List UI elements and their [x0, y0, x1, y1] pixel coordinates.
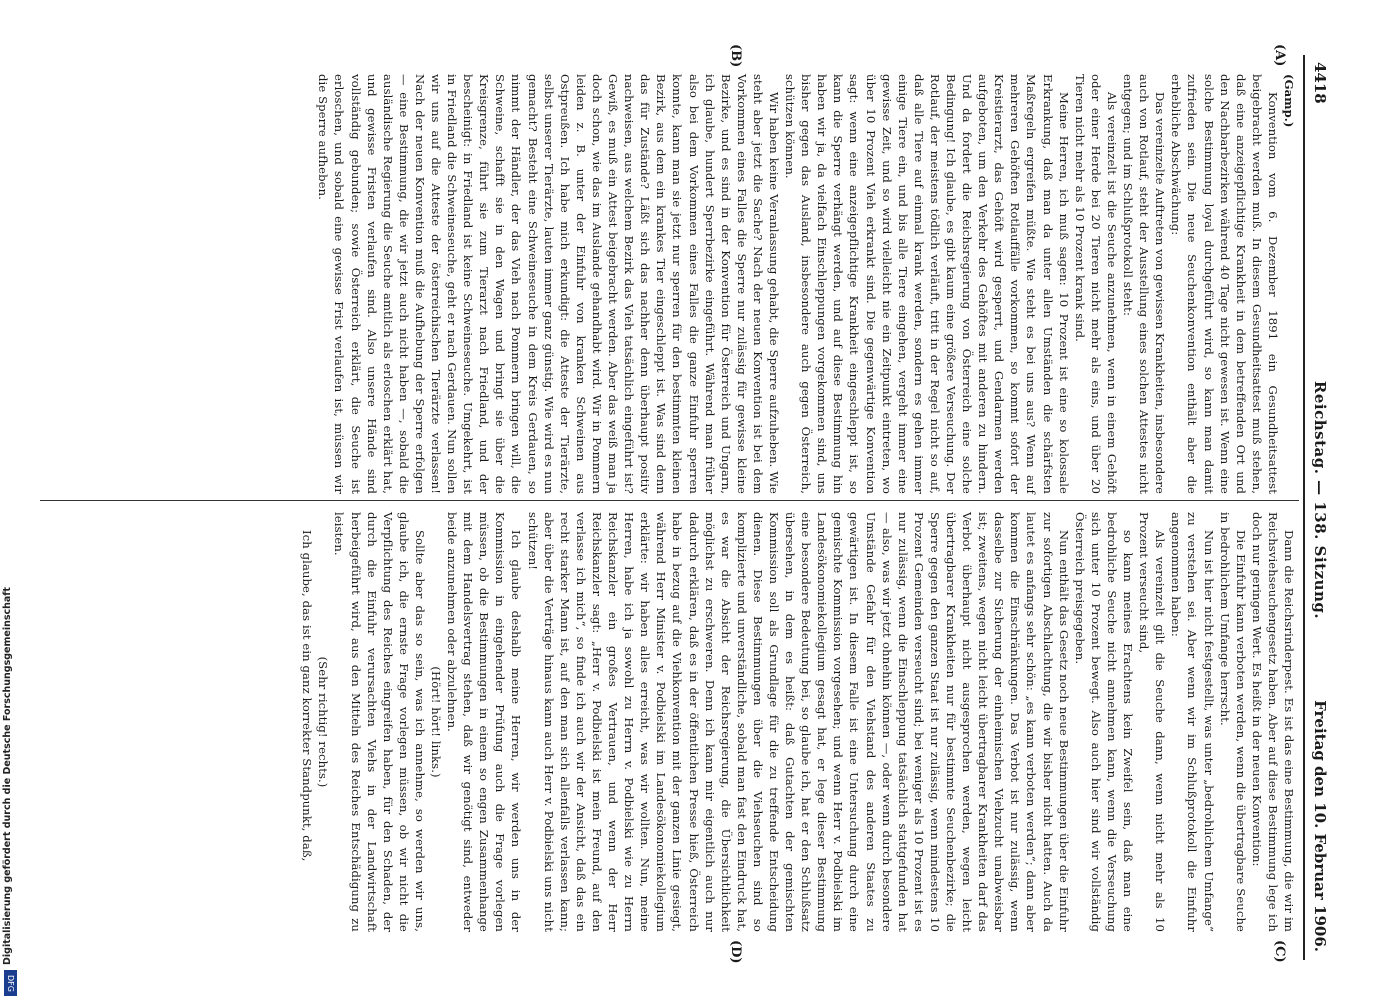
dfg-logo: DFG: [4, 970, 17, 996]
paragraph: Dann die Reichsrinderpest. Es ist das eine Bestimmung, die wir im Reichsviehseuchengesetz haben. Aber auf diese Bestimmung lege ich doch nur geringen Wert. Es heißt in der neuen Konvention:: [1249, 512, 1296, 932]
paragraph: Meine Herren, ich muß sagen: 10 Prozent ist eine so kolossale Erkrankung, daß man da unter allen Umständen die schärfsten Maßregeln ergreifen müßte. Wie steht es bei uns aus? Wenn auf mehreren Gehöften Rotlauffälle vorkommen, so kommt sofort der Kreistierarzt, das Gehöft wird gesperrt, und Gendarmen werden aufgeboten, um den Verkehr des Gehöftes mit anderen zu hindern. Und da fordert die Reichsregierung von Österreich eine solche Bedingung! Ich glaube, es gibt kaum eine größere Verseuchung. Der Rotlauf, der meistens tödlich verläuft, tritt in der Regel nicht so auf, daß alle Tiere auf einmal krank werden, sondern es gehen immer einige Tiere ein, und bis alle Tiere eingehen, vergeht immer eine gewisse Zeit, und so wird vielleicht nie ein Zeitpunkt eintreten, wo über 10 Prozent Vieh erkrankt sind. Die gegenwärtige Konvention sagt: wenn eine anzeigepflichtige Krankheit eingeschleppt ist, so kann die Sperre verhängt werden, und auf diese Bestimmung hin haben wir ja, da vielfach Einschleppungen vorgekommen sind, uns bisher gegen das Ausland, insbesondere auch gegen Österreich, schützen können.: [783, 74, 1071, 494]
paragraph: Die Einfuhr kann verboten werden, wenn die übertragbare Seuche in bedrohlichem Umfange herrscht.: [1217, 512, 1248, 932]
paragraph: (Sehr richtig! rechts.): [316, 656, 331, 788]
paragraph: Ich glaube deshalb meine Herren, wir werden uns in der Kommission in eingehender Prüfung auch die Frage vorlegen müssen, ob die Bestimmungen in einem so engen Zusammenhange mit dem Handelsvertrag stehen, daß wir genötigt sind, entweder beide anzunehmen oder abzulehnen.: [445, 512, 524, 932]
page-number: 4418: [1311, 62, 1329, 104]
margin-marker-d: (D): [728, 940, 743, 964]
speaker-label: (Gamp.): [1282, 74, 1296, 128]
paragraph: Das vereinzelte Auftreten von gewissen Krankheiten, insbesondere auch von Rotlauf, steht der Ausstellung eines solchen Attestes nicht entgegen; und im Schlußprotokoll steht:: [1121, 74, 1168, 494]
page-date: Freitag den 10. Februar 1906.: [1311, 700, 1329, 952]
left-text-column: [315, 74, 1297, 494]
column-separator: [40, 500, 1299, 501]
right-text-column: [299, 512, 1297, 932]
paragraph: Als vereinzelt gilt die Seuche dann, wenn nicht mehr als 10 Prozent verseucht sind,: [1137, 512, 1168, 932]
page-running-title: Reichstag. — 138. Sitzung.: [1311, 380, 1329, 620]
margin-marker-c: (C): [1272, 940, 1287, 963]
margin-marker-b: (B): [728, 44, 743, 68]
digitization-credit: Digitalisierung gefördert durch die Deutsche Forschungsgemeinschaft: [2, 587, 13, 965]
paragraph: Sollte aber das so sein, was ich annehme, so werden wir uns, glaube ich, die ernste Frage vorlegen müssen, ob wir nicht die Verpflichtung des Reiches eingreifen haben, für den Schaden, der durch die Einfuhr verursachten Viehs in der Landwirtschaft herbeigeführt wird, aus den Mitteln des Reiches Entschädigung zu leisten.: [332, 512, 427, 932]
paragraph: Ich glaube, das ist ein ganz korrekter Standpunkt, daß,: [300, 530, 315, 862]
paragraph: Nun enthält das Gesetz noch neue Bestimmungen über die Einfuhr zur sofortigen Abschlachtung, die wir bisher nicht hatten. Auch da lautet es anfangs sehr schön: „es kann verboten werden“; dann aber kommen die Einschränkungen. Das Verbot ist nur zulässig, wenn dasselbe zur Sicherung der einheimischen Viehzucht unabweisbar ist; zweitens, wegen nicht leicht übertragbarer Krankheiten darf das Verbot überhaupt nicht ausgesprochen werden, wegen leicht übertragbarer Krankheiten nur für bestimmte Seuchenbezirke; die Sperre gegen den ganzen Staat ist nur zulässig, wenn mindestens 10 Prozent Gemeinden verseucht sind; bei weniger als 10 Prozent ist es nur zulässig, wenn die Einschleppung tatsächlich stattgefunden hat — also, was wir jetzt ohnehin können —, oder wenn durch besondere Umstände Gefahr für den Viehstand des anderen Staates zu gewärtigen ist. In diesem Falle ist eine Untersuchung durch eine gemischte Kommission vorgesehen; und wenn Herr v. Podbielski im Landesökonomiekollegium gesagt hat, er lege dieser Bestimmung eine besondere Bedeutung bei, so glaube ich, hat er den Schlußsatz übersehen, in dem es heißt: daß Gutachten der gemischten Kommission soll als Grundlage für die zu treffende Entscheidung dienen. Diese Bestimmungen über die Viehseuchen sind so komplizierte und unverständliche, sobald man fast den Eindruck hat, es war die Absicht der Reichsregierung, die Übersichtlichkeit möglichst zu erschweren. Denn ich kann mir eigentlich auch nur dadurch erklären, daß es in der öffentlichen Presse hieß, Österreich habe in bezug auf die Viehkonvention mit der ganzen Linie gesiegt, während Herr Minister v. Podbielski im Landesökonomiekollegium erklärte: wir haben alles erreicht, was wir wollten. Nun, meine Herren, habe ich ja sowohl zu Herrn v. Podbielski wie zu Herrn Reichskanzler ein großes Vertrauen, und wenn der Herr Reichskanzler sagt: „Herr v. Podbielski ist mein Freund, auf den verlasse ich mich“, so finde ich auch wir der Ansicht, daß das ein recht starker Mann ist, auf den man sich allenfalls verlassen kann; aber über die Verträge hinaus kann auch Herr v. Podbielski uns nicht schützen!: [525, 512, 1071, 932]
paragraph: so kann meines Erachtens kein Zweifel sein, daß man eine bedrohliche Seuche nicht annehmen kann, wenn die Verseuchung sich unter 10 Prozent bewegt. Also auch hier sind wir vollständig Österreich preisgegeben.: [1072, 512, 1136, 932]
paragraph: Als vereinzelt ist die Seuche anzunehmen, wenn in einem Gehöft oder einer Herde bei 20 Tieren nicht mehr als eins, und über 20 Tieren nicht mehr als 10 Prozent krank sind.: [1072, 74, 1119, 494]
paragraph: Nun ist hier nicht festgestellt, was unter „bedrohlichem Umfange“ zu verstehen sei. Aber wenn wir im Schlußprotokoll die Einfuhr angenommen haben:: [1169, 512, 1216, 932]
paragraph: Wir haben keine Veranlassung gehabt, die Sperre aufzuheben. Wie steht aber jetzt die Sache? Nach der neuen Konvention ist bei dem Vorkommen eines Falles die Sperre nur zulässig für gewisse kleine Bezirke, und es sind in der Konvention für Österreich und Ungarn, ich glaube, hundert Sperrbezirke eingeführt. Während man früher also bei dem Vorkommen eines Falles die ganze Einfuhr sperren konnte, kann man sie jetzt nur sperren für den bestimmten kleinen Bezirk, aus dem ein krankes Tier eingeschleppt ist. Was sind denn das für Zustände? Läßt sich das nachher denn überhaupt positiv nachweisen, aus welchem Bezirk das Vieh tatsächlich eingeführt ist? Gewiß, es muß ein Attest beigebracht werden. Aber das weiß man ja doch schon, wie das im Auslande gehandhabt wird. Wir in Pommern leiden z. B. unter der Einfuhr von kranken Schweinen aus Ostpreußen. Ich habe mich erkundigt: die Atteste der Tierärzte, selbst unserer Tierärzte, lauten immer ganz günstig. Wie wird es nun gemacht? Besteht eine Schweineseuche in dem Kreis Gerdauen, so nimmt der Händler, der das Vieh nach Pommern bringen will, die Schweine, schafft sie in den Wagen und bringt sie über die Kreisgrenze, führt sie zum Tierarzt nach Friedland, und der bescheinigt: in Friedland ist keine Schweineseuche. Umgekehrt, ist in Friedland die Schweineseuche, geht er nach Gerdauen. Nun sollen wir uns auf die Atteste der österreichischen Tierärzte verlassen! Nach der neuen Konvention muß die Aufhebung der Sperre erfolgen — eine Bestimmung, die wir jetzt auch nicht haben —, sobald die ausländische Regierung die Seuche amtlich als erloschen erklärt hat, und gewisse Fristen verlaufen sind. Also unsere Hände sind vollständig gebunden; sowie Österreich erklärt, die Seuche ist erloschen, und sobald eine gewisse Frist verlaufen ist, müssen wir die Sperre aufheben.: [316, 74, 781, 494]
margin-marker-a: (A): [1272, 44, 1287, 67]
page-header: [1303, 0, 1335, 1000]
paragraph: (Hört! hört! links.): [429, 666, 444, 778]
paragraph: Konvention vom 6. Dezember 1891 ein Gesundheitsattest beigebracht werden muß. In diesem Gesundheitsattest muß stehen, daß eine anzeigepflichtige Krankheit in dem betreffenden Ort und den Nachbarbezirken während 40 Tage nicht gewesen ist. Wenn eine solche Bestimmung loyal durchgeführt wird, so kann man damit zufrieden sein. Die neue Seuchenkonvention enthält aber die erhebliche Abschwächung:: [1169, 74, 1280, 494]
header-rule: [1303, 55, 1305, 960]
